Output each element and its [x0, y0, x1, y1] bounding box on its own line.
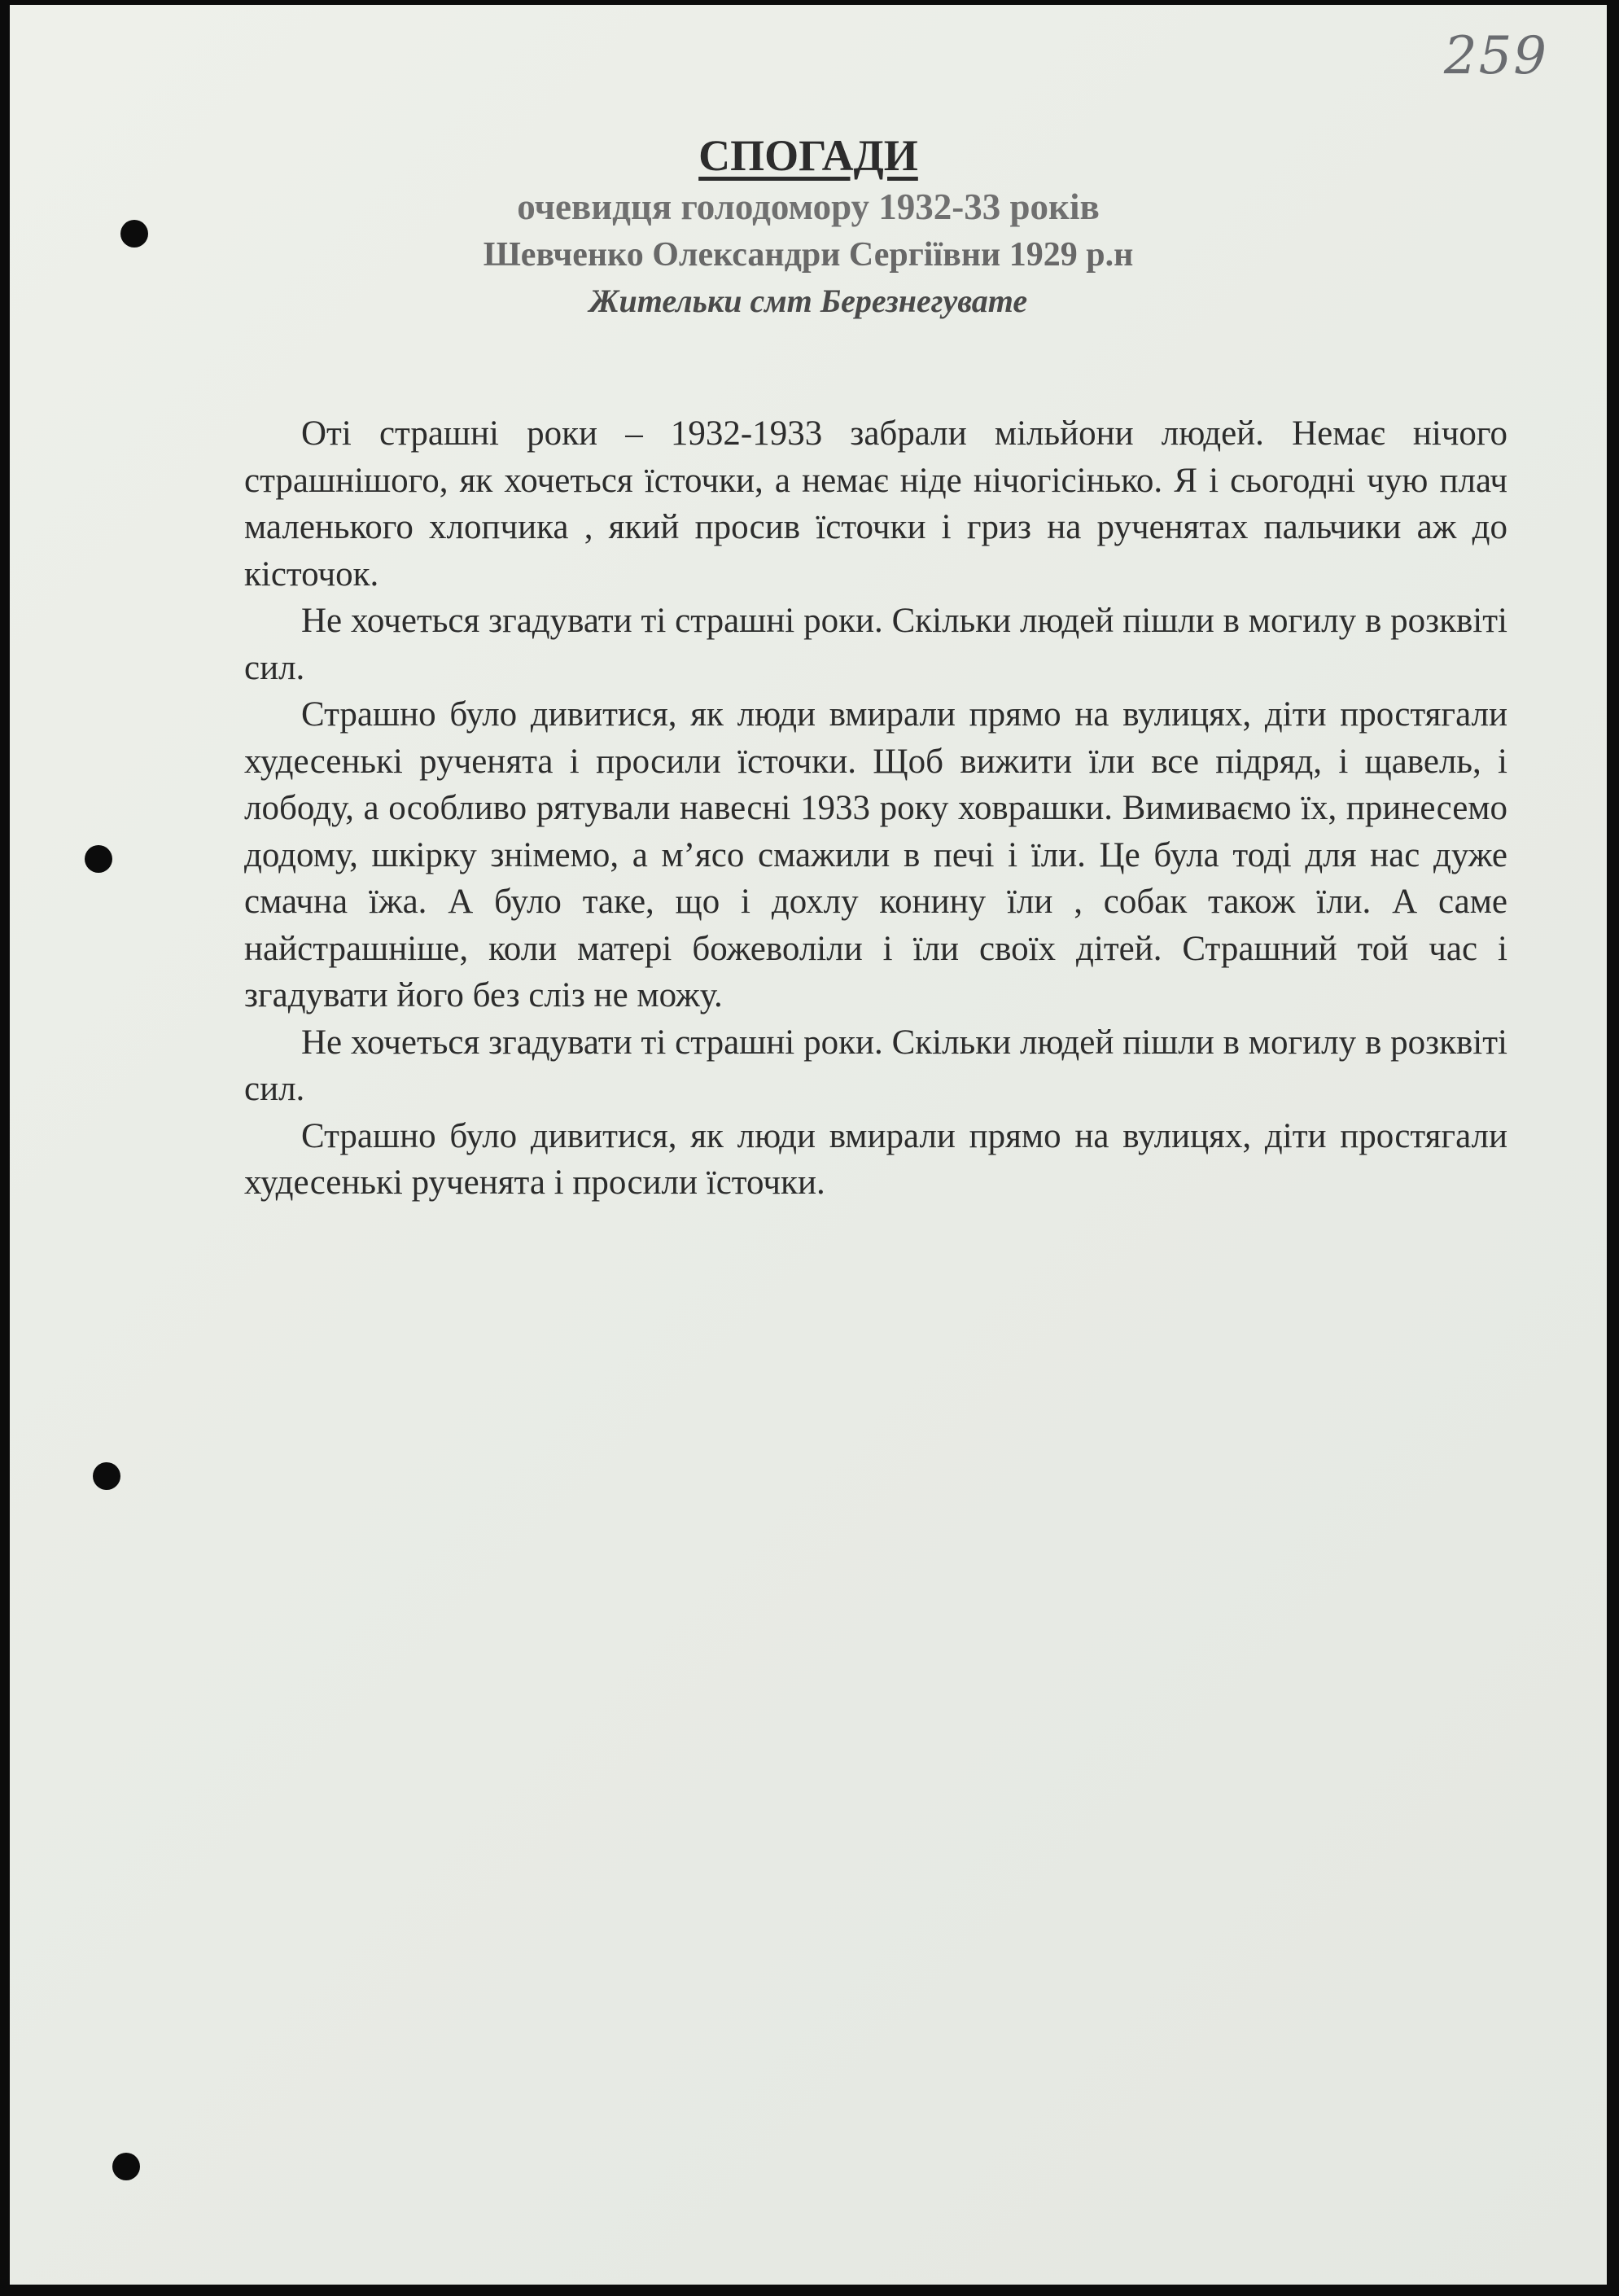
handwritten-page-number: 259 — [1443, 26, 1548, 86]
paragraph: Не хочеться згадувати ті страшні роки. Скільки людей пішли в могилу в розквіті сил. — [244, 1023, 1507, 1108]
punch-hole — [112, 2153, 140, 2180]
memoir-text — [244, 410, 1507, 1207]
punch-hole — [93, 1462, 120, 1490]
document-title: СПОГАДИ — [698, 131, 918, 180]
document-header — [10, 129, 1607, 324]
document-page — [10, 5, 1607, 2285]
document-subtitle: очевидця голодомору 1932-33 років — [517, 186, 1100, 227]
paragraph: Страшно було дивитися, як люди вмирали прямо на вулицях, діти простягали худесенькі рученята і просили їсточки. — [244, 1116, 1507, 1202]
punch-hole — [85, 845, 112, 873]
author-residence: Жительки смт Березнегувате — [589, 283, 1028, 319]
paragraph: Не хочеться згадувати ті страшні роки. Скільки людей пішли в могилу в розквіті сил. — [244, 602, 1507, 687]
author-name: Шевченко Олександри Сергіївни 1929 р.н — [483, 236, 1134, 274]
paragraph: Оті страшні роки – 1932-1933 забрали мільйони людей. Немає нічого страшнішого, як хочеться їсточки, а немає ніде нічогісінько. Я і сьогодні чую плач маленького хлопчика , який просив їсточки і гриз на рученятах пальчики аж до кісточок. — [244, 414, 1507, 594]
paragraph: Страшно було дивитися, як люди вмирали прямо на вулицях, діти простягали худесенькі рученята і просили їсточки. Щоб вижити їли все підряд, і щавель, і лободу, а особливо рятували навесні 1933 року ховрашки. Вимиваємо їх, принесемо додому, шкірку знімемо, а м’ясо смажили в печі і їли. Це була тоді для нас дуже смачна їжа. А було таке, що і дохлу конину їли , собак також їли. А саме найстрашніше, коли матері божеволіли і їли своїх дітей. Страшний той час і згадувати його без сліз не можу. — [244, 695, 1507, 1014]
